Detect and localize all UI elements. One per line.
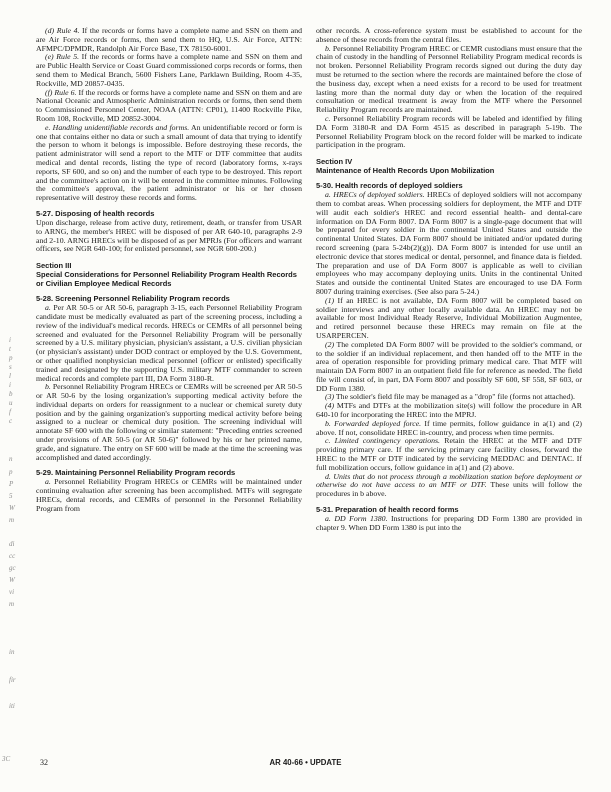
- paragraph-text: The completed DA Form 8007 will be provided to the soldier's command, or to the soldier if an individual replacement, and then handed off to the MTF in the area of operation responsible for providing primary medical care. That MTF will maintain DA Form 8007 in an outpatient field file for reference as needed. The field file will consist of, in part, DA Form 8007 and possibly SF 600, SF 558, SF 603, or DD Form 1380.: [316, 339, 582, 393]
- left-column: [36, 27, 302, 533]
- paragraph-text: HRECs of deployed soldiers will not accompany them to combat areas. When processing soldiers for deployment, the MTF and DTF will audit each soldier's HREC and record essential health- and dental-care information on DA Form 8007. DA Form 8007 is a single-page document that will be prepared for every soldier in the continental United States and outside the continental United States. DA Form 8007 should be initiated and/or updated during record screening (para 5-24b(2)(g)). DA Form 8007 is intended for use until an electronic device that stores medical or dental, personnel, and finance data is fielded. The preparation and use of DA Form 8007 is applicable as well to civilian employees who may accompany deploying units. Units in the continental United States and outside the continental United States are encouraged to use DA Form 8007 during training exercises. (See also para 5-24.): [316, 190, 582, 296]
- paragraph: [316, 437, 582, 472]
- paragraph-text: If the records or forms have a complete name and SSN on them and are Public Health Service or Coast Guard commissioned corps records or forms, then send them to Medical Branch, 5600 Fishers Lane, Parklawn Building, Room 4-35, Rockville, MD 20857-0435.: [36, 52, 302, 88]
- paragraph-text: other records. A cross-reference system must be established to account for the absence of these records from the central files.: [316, 26, 582, 44]
- paragraph: [316, 473, 582, 499]
- paragraph-lead: c. Limited contingency operations.: [325, 436, 441, 446]
- margin-artifact: n: [9, 455, 13, 463]
- margin-artifact: in: [9, 648, 15, 656]
- paragraph-lead: (f) Rule 6.: [45, 87, 77, 97]
- text-columns: [36, 27, 582, 533]
- paragraph-text: Per AR 50-5 or AR 50-6, paragraph 3-15, each Personnel Reliability Program candidate must be medically evaluated as part of the screening process, including a review of the individual's medical records. HRECs or CEMRs of all personnel being screened and evaluated for the Personnel Reliability Program will be personally screened by a U.S. military physician, physician's assistant, a U.S. civilian physician (or physician's assistant) under DOD contract or employed by the U.S. Government, or other qualified nonphysician medical personnel (officer or enlisted) specifically trained and designated by the supporting U.S. military MTF commander to screen medical records and complete part III, DA Form 3180-R.: [36, 303, 302, 383]
- margin-artifact: i: [9, 336, 11, 344]
- paragraph: [36, 27, 302, 53]
- paragraph-lead: (4): [325, 401, 335, 411]
- margin-artifact: P: [9, 480, 14, 488]
- paragraph-text: If time permits, follow guidance in a(1) and (2) above. If not, consolidate HREC in-country, and process when time permits.: [316, 418, 582, 437]
- paragraph: [316, 341, 582, 394]
- margin-artifact: 3C: [2, 755, 11, 763]
- paragraph: [36, 124, 302, 203]
- paragraph-text: Personnel Reliability Program HRECs or CEMRs will be screened per AR 50-5 or AR 50-6 by the losing organization's supporting medical activity before the individual departs on orders for reassignment to a nuclear or chemical surety duty position and by the gaining organization's supporting medical activity before being assigned to a nuclear or chemical duty position. The screening individual will annotate SF 600 with the following or similar statement: "Preceding entries screened under provisions of AR 50-5 (or AR 50-6)" followed by his or her printed name, grade, and signature. The entry on SF 600 will be made at the time the screening was accomplished and dated accordingly.: [36, 382, 302, 462]
- margin-artifact: f: [9, 408, 11, 416]
- margin-artifact: b: [9, 390, 13, 398]
- paragraph-text: Personnel Reliability Program HRECs or CEMRs will be maintained under continuing evaluation after screening has been accomplished. MTFs will segregate HRECs, dental records, and CEMRs of personnel in the Personnel Reliability Program from: [36, 477, 302, 513]
- paragraph-text: Personnel Reliability Program records will be labeled and identified by filing DA Form 3180-R and DA Form 4515 as described in paragraph 5-19b. The Personnel Reliability Program block on the record folder will be marked to indicate participation in the program.: [316, 113, 582, 150]
- paragraph: [316, 297, 582, 341]
- paragraph: [316, 27, 582, 45]
- section-label: Section III: [36, 261, 72, 271]
- paragraph: [36, 219, 302, 254]
- paragraph-lead: (3): [325, 392, 335, 402]
- paragraph-lead: a. HRECs of deployed soldiers.: [325, 190, 425, 200]
- margin-artifact: gc: [9, 564, 16, 572]
- paragraph-lead: a. DD Form 1380.: [325, 514, 388, 524]
- margin-artifact: u: [9, 399, 13, 407]
- paragraph: [316, 191, 582, 297]
- section-title: Special Considerations for Personnel Reliability Program Health Records or Civilian Employee Medical Records: [36, 270, 297, 289]
- margin-artifact: W: [9, 576, 15, 584]
- paragraph-text: Upon discharge, release from active duty, retirement, death, or transfer from USAR to ARNG, the member's HREC will be disposed of per AR 640-10, paragraphs 2-9 and 2-10. ARNG HRECs will be disposed of as per MPRJs (For officers and warrant officers, see NGR 640-100; for enlisted personnel, see NGR 600-200.): [36, 217, 302, 254]
- paragraph-text: MTFs and DTFs at the mobilization site(s) will follow the procedure in AR 640-10 for incorporating the HREC into the MPRJ.: [316, 401, 582, 420]
- paragraph: [36, 478, 302, 513]
- margin-artifact: cc: [9, 552, 16, 560]
- margin-artifact: s: [9, 363, 12, 371]
- paragraph: [36, 53, 302, 88]
- paragraph-lead: a.: [45, 303, 51, 313]
- paragraph-text: These units will follow the procedures in b above.: [316, 480, 582, 499]
- paragraph-lead: (d) Rule 4.: [45, 26, 80, 35]
- paragraph: [316, 402, 582, 420]
- paragraph: [36, 383, 302, 462]
- paragraph-lead: (2): [325, 339, 335, 349]
- paragraph-lead: b.: [325, 43, 331, 53]
- paragraph-lead: b.: [45, 382, 51, 392]
- margin-artifact: m: [9, 600, 15, 608]
- page-footer: [0, 758, 611, 772]
- paragraph: [316, 515, 582, 533]
- paragraph: [36, 89, 302, 124]
- right-column: [316, 27, 582, 533]
- heading: 5-29. Maintaining Personnel Reliability Program records: [36, 468, 236, 478]
- margin-artifact: di: [9, 540, 15, 548]
- paragraph-text: If the records or forms have a complete name and SSN on them and are National Oceanic and Atmospheric Administration records or forms, then send them to Commissioned Personnel Center, NOAA (ATTN: CP01), 11400 Rockville Pike, Room 108, Rockville, MD 20852-3004.: [36, 87, 302, 123]
- paragraph-lead: (1): [325, 295, 335, 305]
- margin-artifact: p: [9, 468, 13, 476]
- margin-artifacts: [0, 0, 30, 792]
- paragraph-text: An unidentifiable record or form is one that contains either no data or such a small amount of data that trying to identify the person to whom it belongs is impossible. Before destroying these records, the patient administrator will send a report to the MTF or DTF committee that audits medical and dental records, listing the type of record (laboratory forms, x-rays reports, SF 600, and so on) and the number of each type to be destroyed. This report and the committee's action on it will be entered in the committee minutes. Following the committee's approval, the patient administrator or his or her chosen representative will destroy these records and forms.: [36, 122, 303, 203]
- section-label: Section IV: [316, 157, 353, 167]
- margin-artifact: iti: [9, 702, 15, 710]
- paragraph-lead: b. Forwarded deployed force.: [325, 418, 422, 428]
- margin-artifact: i: [9, 381, 11, 389]
- margin-artifact: m: [9, 516, 15, 524]
- paragraph-lead: a.: [45, 477, 51, 487]
- margin-artifact: vi: [9, 588, 15, 596]
- heading: 5-27. Disposing of health records: [36, 208, 155, 218]
- paragraph-lead: e. Handling unidentifiable records and forms.: [45, 122, 190, 132]
- paragraph: [316, 420, 582, 438]
- paragraph-text: If an HREC is not available, DA Form 8007 will be completed based on soldier interviews and any other locally available data. An HREC may not be available for most Individual Ready Reserve, Individual Mobilization Augmentee, and retired personnel because these HRECs may remain on file at the USARPERCEN.: [316, 295, 582, 340]
- margin-artifact: 5: [9, 492, 13, 500]
- paragraph-text: Personnel Reliability Program HREC or CEMR custodians must ensure that the chain of custody in the handling of Personnel Reliability Program medical records is not broken. Personnel Reliability Program records signed out during the duty day must be returned to the section where the records are maintained before the close of the business day, except when a need exists for a record to be used for treatment lasting more than the normal duty day or when the location of the required consultation or medical treatment is away from the MTF where the Personnel Reliability Program records are maintained.: [316, 43, 582, 115]
- section-title: Maintenance of Health Records Upon Mobilization: [316, 166, 495, 176]
- paragraph-lead: d. Units that do not process through a mobilization station before deployment or otherwise do not have access to an MTF or DTF.: [316, 471, 582, 490]
- paragraph-text: Retain the HREC at the MTF and DTF providing primary care. If the servicing primary care facility closes, forward the HREC to the MTF or DTF indicated by the servicing MEDDAC and DENTAC. If full mobilization occurs, follow guidance in a(1) and (2) above.: [316, 436, 582, 472]
- footer-doc-id: AR 40-66 • UPDATE: [269, 758, 342, 767]
- paragraph-text: The soldier's field file may be managed as a "drop" file (forms not attached).: [334, 392, 575, 402]
- margin-artifact: c: [9, 417, 13, 425]
- paragraph: [316, 45, 582, 115]
- heading: 5-28. Screening Personnel Reliability Program records: [36, 294, 230, 304]
- paragraph-text: Instructions for preparing DD Form 1380 are provided in chapter 9. When DD Form 1380 is put into the: [316, 514, 583, 532]
- heading: 5-31. Preparation of health record forms: [316, 505, 459, 515]
- paragraph: [316, 115, 582, 150]
- margin-artifact: l: [9, 372, 11, 380]
- page-number: 32: [40, 758, 48, 767]
- paragraph: [36, 304, 302, 383]
- paragraph-lead: c.: [325, 113, 331, 123]
- paragraph-text: If the records or forms have a complete name and SSN on them and are Air Force records or forms, then send them to HQ, U.S. Air Force, ATTN: AFMPC/DPMDR, Randolph Air Force Base, TX 78150-6001.: [36, 26, 302, 53]
- paragraph-lead: (e) Rule 5.: [45, 52, 80, 62]
- heading: 5-30. Health records of deployed soldiers: [316, 181, 463, 191]
- margin-artifact: p: [9, 354, 13, 362]
- margin-artifact: fir: [9, 676, 16, 684]
- margin-artifact: W: [9, 504, 15, 512]
- margin-artifact: t: [9, 345, 11, 353]
